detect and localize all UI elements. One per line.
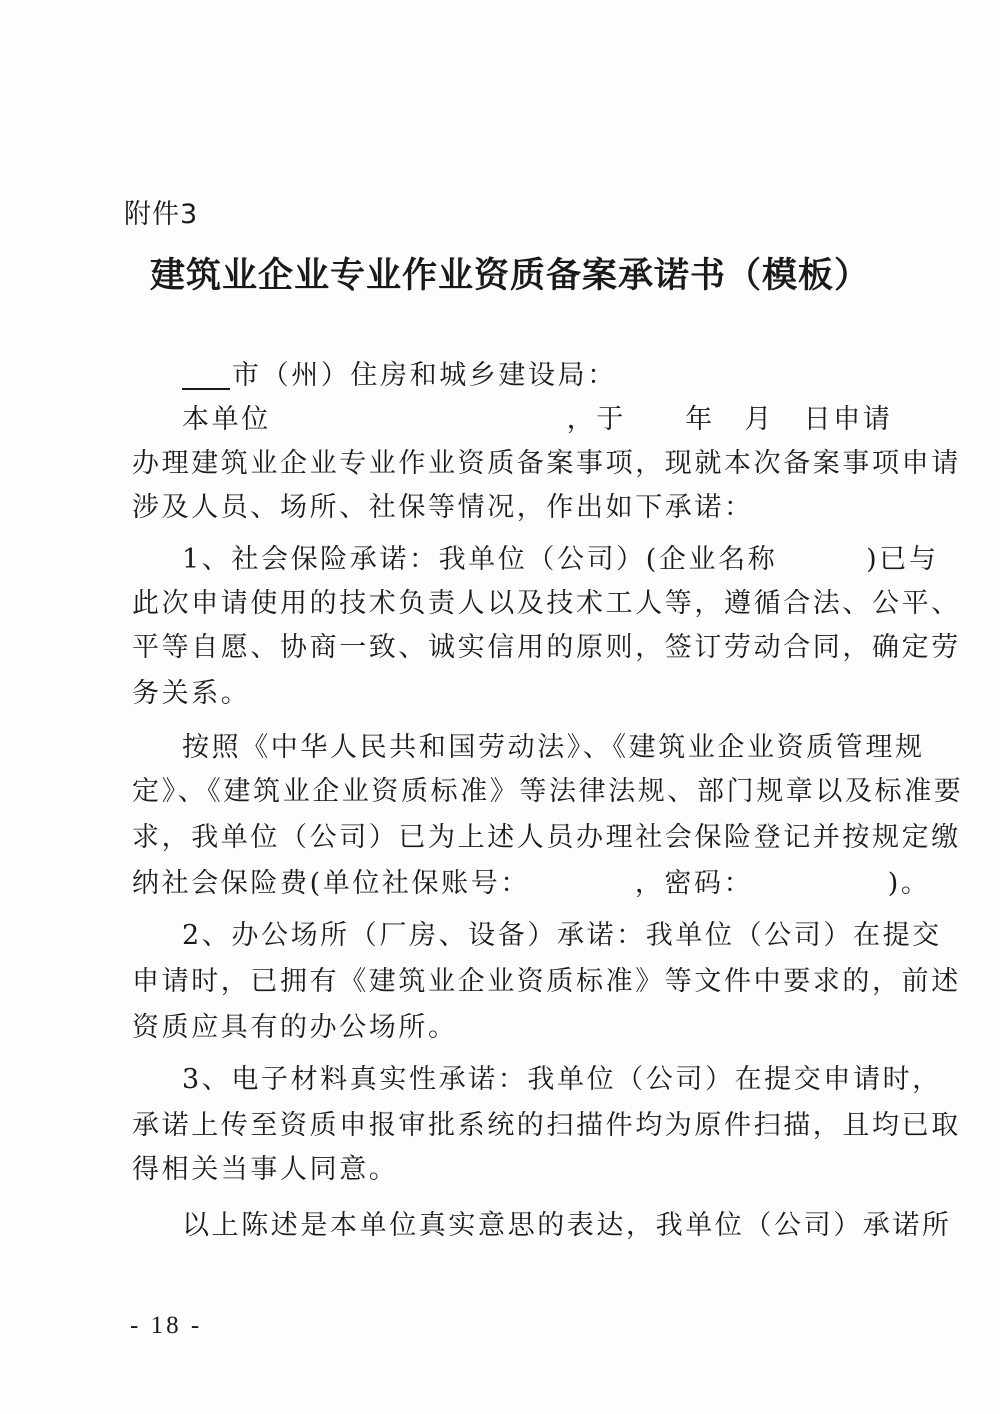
paragraph-line: 务关系。 (132, 678, 251, 709)
attachment-label: 附件3 (124, 199, 199, 230)
addressee: 市（州）住房和城乡建设局： (232, 360, 617, 391)
paragraph-line: 本单位 ，于 年 月 日申请 (182, 404, 893, 435)
paragraph-line: 按照《中华人民共和国劳动法》、《建筑业企业资质管理规 (182, 732, 925, 763)
paragraph-line: 此次申请使用的技术负责人以及技术工人等，遵循合法、公平、 (132, 588, 961, 619)
paragraph-line: 以上陈述是本单位真实意思的表达，我单位（公司）承诺所 (182, 1210, 952, 1241)
paragraph-line: 3、电子材料真实性承诺：我单位（公司）在提交申请时， (182, 1064, 942, 1095)
paragraph-line: 1、社会保险承诺：我单位（公司）(企业名称 )已与 (182, 544, 939, 575)
addressee-line (182, 356, 872, 396)
paragraph-line: 承诺上传至资质申报审批系统的扫描件均为原件扫描，且均已取 (132, 1110, 961, 1141)
paragraph-line: 平等自愿、协商一致、诚实信用的原则，签订劳动合同，确定劳 (132, 632, 961, 663)
paragraph-line: 涉及人员、场所、社保等情况，作出如下承诺： (132, 492, 754, 523)
page-number: - 18 - (130, 1312, 203, 1339)
paragraph-line: 求，我单位（公司）已为上述人员办理社会保险登记并按规定缴 (132, 822, 961, 853)
document-title: 建筑业企业专业作业资质备案承诺书（模板） (150, 256, 871, 296)
paragraph-line: 资质应具有的办公场所。 (132, 1012, 458, 1043)
paragraph-line: 办理建筑业企业专业作业资质备案事项，现就本次备案事项申请 (132, 448, 961, 479)
paragraph-line: 定》、《建筑业企业资质标准》等法律法规、部门规章以及标准要 (132, 776, 964, 807)
city-blank (182, 358, 230, 390)
paragraph-line: 申请时，已拥有《建筑业企业资质标准》等文件中要求的，前述 (132, 966, 961, 997)
paragraph-line: 2、办公场所（厂房、设备）承诺：我单位（公司）在提交 (182, 920, 942, 951)
paragraph-line: 纳社会保险费(单位社保账号： ，密码： )。 (132, 868, 931, 899)
paragraph-line: 得相关当事人同意。 (132, 1154, 399, 1185)
